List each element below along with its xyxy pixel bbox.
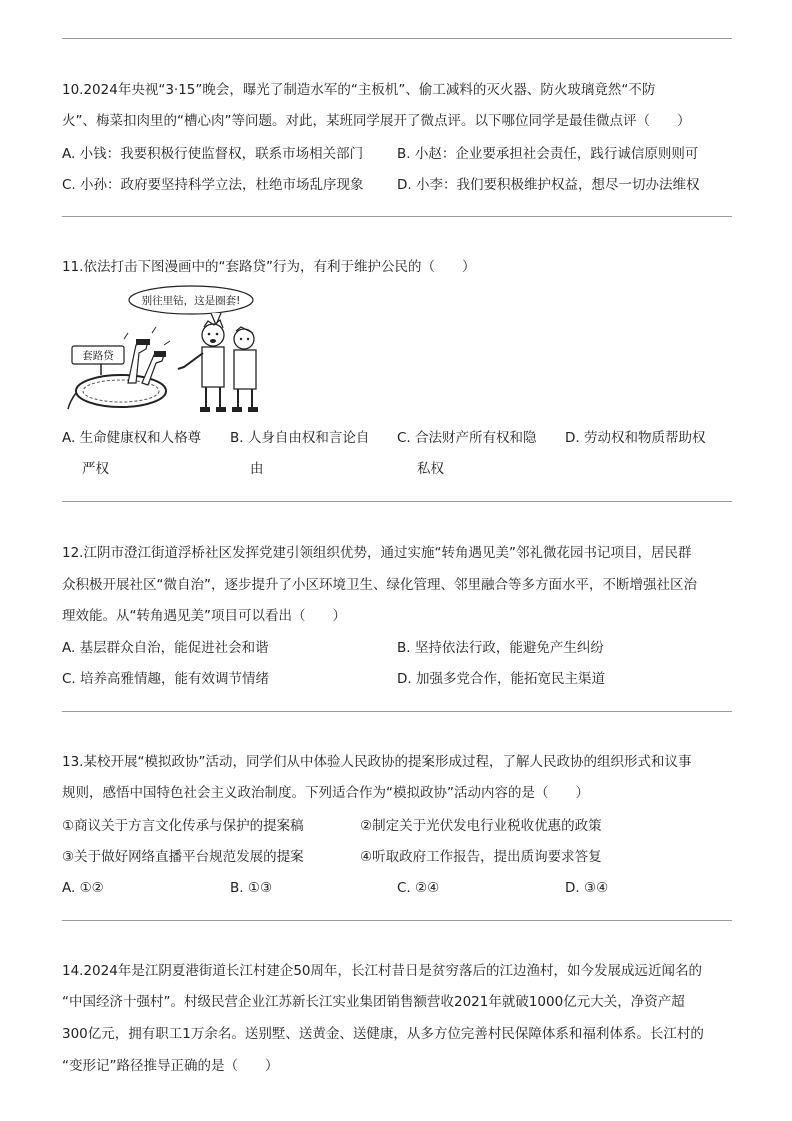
q13-option-c[interactable]: C. ②④ (397, 880, 440, 896)
q10-option-b[interactable]: B. 小赵：企业要承担社会责任，践行诚信原则则可 (397, 146, 699, 162)
q13-option-d[interactable]: D. ③④ (565, 880, 609, 896)
q10-option-d[interactable]: D. 小李：我们要积极维护权益，想尽一切办法维权 (397, 177, 700, 193)
q14-stem-line-3: 300亿元，拥有职工1万余名。送别墅、送黄金、送健康，从多方位完善村民保障体系和福利体系。长江村的 (62, 1026, 704, 1042)
q13-item-3: ③关于做好网络直播平台规范发展的提案 (62, 849, 304, 865)
divider-13-14 (62, 920, 732, 921)
q11-stem: 11.依法打击下图漫画中的“套路贷”行为，有利于维护公民的（ ） (62, 259, 476, 275)
divider-12-13 (62, 711, 732, 712)
q14-stem-line-1: 14.2024年是江阴夏港街道长江村建企50周年，长江村昔日是贫穷落后的江边渔村，如今发展成远近闻名的 (62, 963, 703, 979)
q12-option-a[interactable]: A. 基层群众自治，能促进社会和谐 (62, 640, 269, 656)
q12-option-c[interactable]: C. 培养高雅情趣，能有效调节情绪 (62, 671, 270, 687)
q10-stem-line-1: 10.2024年央视“3·15”晚会，曝光了制造水军的“主板机”、偷工减料的灭火器、防火玻璃竟然“不防 (62, 82, 656, 98)
sign-text: 套路贷 (82, 350, 114, 362)
taolu-loan-cartoon (66, 283, 266, 415)
q11-option-b-line-1[interactable]: B. 人身自由权和言论自 (230, 430, 370, 446)
q12-option-b[interactable]: B. 坚持依法行政，能避免产生纠纷 (397, 640, 604, 656)
q11-option-c-line-1[interactable]: C. 合法财产所有权和隐 (397, 430, 537, 446)
q13-option-a[interactable]: A. ①② (62, 880, 104, 896)
q13-stem-line-1: 13.某校开展“模拟政协”活动，同学们从中体验人民政协的提案形成过程，了解人民政协的组织形式和议事 (62, 754, 692, 770)
q14-stem-line-2: “中国经济十强村”。村级民营企业江苏新长江实业集团销售额营收2021年就破1000亿元大关，净资产超 (62, 994, 685, 1010)
q11-option-c-line-2[interactable]: 私权 (417, 461, 444, 477)
q12-stem-line-1: 12.江阴市澄江街道浮桥社区发挥党建引领组织优势，通过实施“转角遇见美”邻礼微花园书记项目，居民群 (62, 545, 692, 561)
q11-option-a-line-1[interactable]: A. 生命健康权和人格尊 (62, 430, 202, 446)
q11-option-d[interactable]: D. 劳动权和物质帮助权 (565, 430, 706, 446)
person-1-body (202, 347, 224, 387)
q13-item-4: ④听取政府工作报告，提出质询要求答复 (360, 849, 602, 865)
q14-stem-line-4: “变形记”路径推导正确的是（ ） (62, 1058, 279, 1074)
q10-stem-line-2: 火”、梅菜扣肉里的“槽心肉”等问题。对此，某班同学展开了微点评。以下哪位同学是最佳微点评（ ） (62, 113, 691, 129)
top-divider (62, 38, 732, 39)
q12-stem-line-3: 理效能。从“转角遇见美”项目可以看出（ ） (62, 608, 346, 624)
q13-item-2: ②制定关于光伏发电行业税收优惠的政策 (360, 818, 602, 834)
q13-stem-line-2: 规则，感悟中国特色社会主义政治制度。下列适合作为“模拟政协”活动内容的是（ ） (62, 785, 589, 801)
q11-option-a-line-2[interactable]: 严权 (82, 461, 109, 477)
q12-stem-line-2: 众积极开展社区“微自治”，逐步提升了小区环境卫生、绿化管理、邻里融合等多方面水平，不断增强社区治 (62, 577, 697, 593)
q10-option-a[interactable]: A. 小钱：我要积极行使监督权，联系市场相关部门 (62, 146, 364, 162)
divider-10-11 (62, 216, 732, 217)
q10-option-c[interactable]: C. 小孙：政府要坚持科学立法，杜绝市场乱序现象 (62, 177, 364, 193)
speech-bubble-text: 别往里钻，这是圈套! (141, 295, 241, 307)
q13-item-1: ①商议关于方言文化传承与保护的提案稿 (62, 818, 304, 834)
divider-11-12 (62, 501, 732, 502)
person-2-body (234, 350, 256, 389)
q13-option-b[interactable]: B. ①③ (230, 880, 273, 896)
q11-option-b-line-2[interactable]: 由 (250, 461, 264, 477)
q12-option-d[interactable]: D. 加强多党合作，能拓宽民主渠道 (397, 671, 605, 687)
